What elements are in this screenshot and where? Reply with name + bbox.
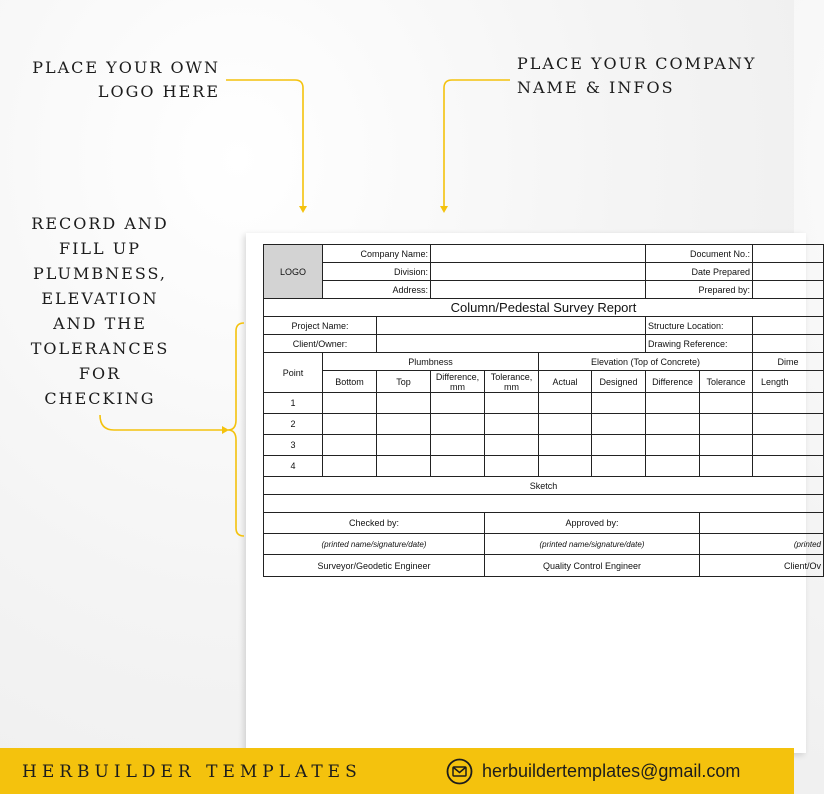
- data-cell[interactable]: [323, 393, 377, 414]
- callout-logo-text: [20, 56, 220, 104]
- designed-column-header: Designed: [592, 371, 646, 393]
- elevation-header: Elevation (Top of Concrete): [539, 353, 753, 371]
- data-cell[interactable]: [323, 435, 377, 456]
- checked-by-label: Checked by:: [264, 513, 485, 534]
- checked-by-signature-field[interactable]: (printed name/signature/date): [264, 534, 485, 555]
- data-cell[interactable]: [539, 435, 592, 456]
- callout-line: TOLERANCES: [30, 339, 170, 358]
- drawing-reference-label: Drawing Reference:: [646, 335, 753, 353]
- data-cell[interactable]: [753, 456, 824, 477]
- data-cell[interactable]: [485, 393, 539, 414]
- callout-line: FILL UP: [58, 239, 141, 258]
- date-prepared-field[interactable]: [753, 263, 824, 281]
- logo-arrowhead: [299, 206, 307, 213]
- division-label: Division:: [323, 263, 431, 281]
- data-cell[interactable]: [753, 435, 824, 456]
- data-cell[interactable]: [592, 393, 646, 414]
- document-no-field[interactable]: [753, 245, 824, 263]
- plumbness-difference-column-header: Difference, mm: [431, 371, 485, 393]
- length-column-header: Length: [753, 371, 824, 393]
- data-cell[interactable]: [323, 456, 377, 477]
- survey-form-table: [263, 244, 824, 577]
- approved-by-signature-field[interactable]: (printed name/signature/date): [485, 534, 700, 555]
- company-name-label: Company Name:: [323, 245, 431, 263]
- structure-location-field[interactable]: [753, 317, 824, 335]
- data-cell[interactable]: [646, 393, 700, 414]
- structure-location-label: Structure Location:: [646, 317, 753, 335]
- data-cell[interactable]: [431, 435, 485, 456]
- approved-by-label: Approved by:: [485, 513, 700, 534]
- company-leader-line: [444, 80, 510, 206]
- callout-line: PLACE YOUR COMPANY: [517, 54, 757, 73]
- record-leader-line: [100, 415, 224, 430]
- division-field[interactable]: [431, 263, 646, 281]
- plumbness-header: Plumbness: [323, 353, 539, 371]
- data-cell[interactable]: [646, 414, 700, 435]
- record-bracket: [228, 323, 244, 536]
- contact-email-link[interactable]: herbuildertemplates@gmail.com: [482, 761, 741, 781]
- callout-line: PLACE YOUR OWN: [32, 58, 220, 77]
- sketch-header: Sketch: [264, 477, 824, 495]
- elevation-difference-column-header: Difference: [646, 371, 700, 393]
- table-row: [264, 393, 824, 414]
- footer-bar: [0, 748, 794, 794]
- plumbness-tolerance-column-header: Tolerance, mm: [485, 371, 539, 393]
- data-cell[interactable]: [431, 456, 485, 477]
- client-owner-label: Client/Owner:: [264, 335, 377, 353]
- data-cell[interactable]: [592, 456, 646, 477]
- table-row: [264, 456, 824, 477]
- third-signatory-label: [700, 513, 824, 534]
- document-no-label: Document No.:: [646, 245, 753, 263]
- qc-role: Quality Control Engineer: [485, 555, 700, 577]
- record-arrowhead: [222, 426, 229, 434]
- data-cell[interactable]: [485, 414, 539, 435]
- data-cell[interactable]: [539, 414, 592, 435]
- callout-line: FOR: [78, 364, 122, 383]
- point-number: 3: [264, 435, 323, 456]
- drawing-reference-field[interactable]: [753, 335, 824, 353]
- logo-placeholder[interactable]: LOGO: [264, 245, 323, 299]
- table-row: [264, 414, 824, 435]
- data-cell[interactable]: [377, 456, 431, 477]
- data-cell[interactable]: [700, 435, 753, 456]
- top-column-header: Top: [377, 371, 431, 393]
- data-cell[interactable]: [539, 393, 592, 414]
- data-cell[interactable]: [431, 414, 485, 435]
- callout-line: PLUMBNESS,: [33, 264, 167, 283]
- third-signature-field[interactable]: (printed: [700, 534, 824, 555]
- elevation-tolerance-column-header: Tolerance: [700, 371, 753, 393]
- mail-icon[interactable]: [446, 758, 473, 785]
- data-cell[interactable]: [377, 414, 431, 435]
- point-header: Point: [264, 353, 323, 393]
- point-number: 1: [264, 393, 323, 414]
- client-role: Client/Ov: [700, 555, 824, 577]
- date-prepared-label: Date Prepared: [646, 263, 753, 281]
- callout-line: NAME & INFOS: [517, 78, 675, 97]
- client-owner-field[interactable]: [377, 335, 646, 353]
- data-cell[interactable]: [377, 393, 431, 414]
- data-cell[interactable]: [592, 414, 646, 435]
- company-name-field[interactable]: [431, 245, 646, 263]
- data-cell[interactable]: [323, 414, 377, 435]
- table-row: [264, 435, 824, 456]
- bottom-column-header: Bottom: [323, 371, 377, 393]
- project-name-field[interactable]: [377, 317, 646, 335]
- project-name-label: Project Name:: [264, 317, 377, 335]
- address-label: Address:: [323, 281, 431, 299]
- data-cell[interactable]: [485, 456, 539, 477]
- address-field[interactable]: [431, 281, 646, 299]
- data-cell[interactable]: [431, 393, 485, 414]
- prepared-by-field[interactable]: [753, 281, 824, 299]
- callout-line: LOGO HERE: [97, 82, 220, 101]
- callout-company-text: [517, 52, 787, 100]
- actual-column-header: Actual: [539, 371, 592, 393]
- sketch-area[interactable]: [264, 495, 824, 513]
- surveyor-role: Surveyor/Geodetic Engineer: [264, 555, 485, 577]
- data-cell[interactable]: [377, 435, 431, 456]
- data-cell[interactable]: [539, 456, 592, 477]
- callout-line: RECORD AND: [31, 214, 169, 233]
- data-cell[interactable]: [700, 393, 753, 414]
- form-title: Column/Pedestal Survey Report: [264, 299, 824, 317]
- callout-line: AND THE: [53, 314, 147, 333]
- logo-leader-line: [226, 80, 303, 206]
- data-cell[interactable]: [646, 435, 700, 456]
- form-sheet: [246, 233, 821, 753]
- dimension-header: Dime: [753, 353, 824, 371]
- prepared-by-label: Prepared by:: [646, 281, 753, 299]
- data-cell[interactable]: [753, 393, 824, 414]
- data-cell[interactable]: [485, 435, 539, 456]
- data-cell[interactable]: [700, 456, 753, 477]
- brand-name: HERBUILDER TEMPLATES: [22, 762, 362, 782]
- callout-record-text: [20, 211, 180, 411]
- company-arrowhead: [440, 206, 448, 213]
- point-number: 4: [264, 456, 323, 477]
- point-number: 2: [264, 414, 323, 435]
- callout-line: CHECKING: [44, 389, 156, 408]
- data-cell[interactable]: [700, 414, 753, 435]
- callout-line: ELEVATION: [41, 289, 159, 308]
- data-cell[interactable]: [592, 435, 646, 456]
- data-cell[interactable]: [646, 456, 700, 477]
- data-cell[interactable]: [753, 414, 824, 435]
